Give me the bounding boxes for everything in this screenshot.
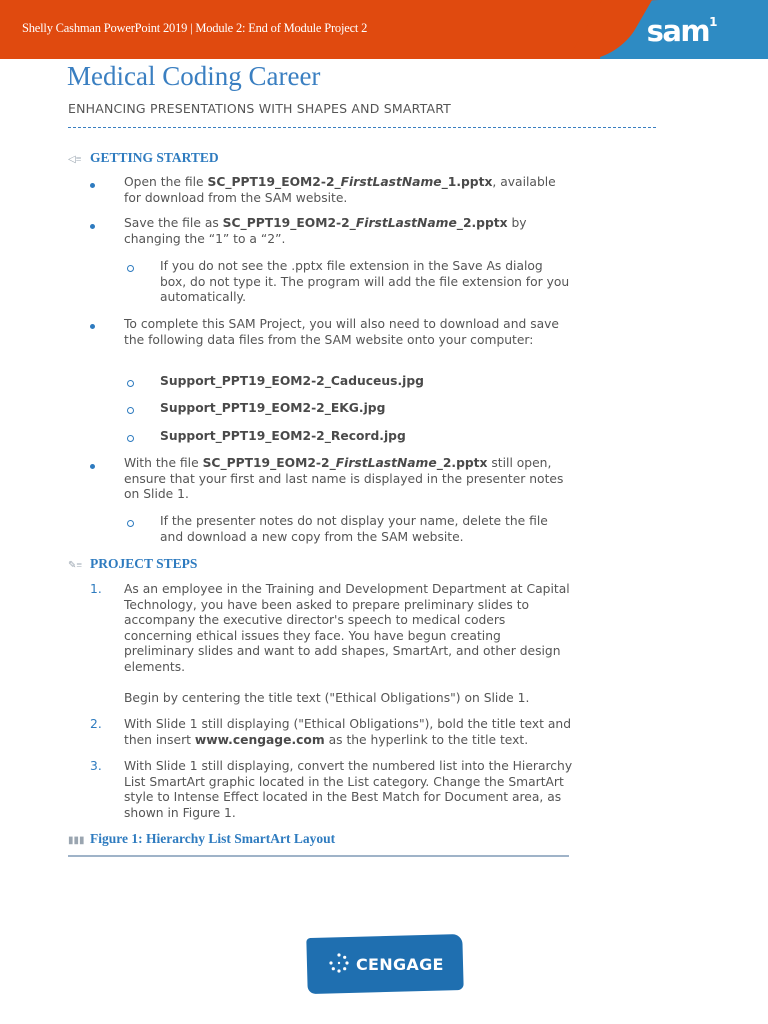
- text-run: With the file: [124, 456, 203, 470]
- file-name-italic: FirstLastName: [355, 216, 457, 230]
- header-title: Shelly Cashman PowerPoint 2019 | Module 2: End of Module Project 2: [22, 21, 368, 35]
- list-item: [124, 216, 564, 247]
- text-run: still open, ensure that your first and last name is displayed in the presenter notes on Slide 1.: [124, 456, 564, 502]
- sub-list-item: If the presenter notes do not display your name, delete the file and download a new copy from the SAM website.: [160, 514, 548, 544]
- sub-list-item: If you do not see the .pptx file extension in the Save As dialog box, do not type it. The program will add the file extension for you automatically.: [160, 259, 570, 305]
- bullet-marker: [90, 464, 95, 469]
- document-subtitle: ENHANCING PRESENTATIONS WITH SHAPES AND SMARTART: [68, 101, 452, 116]
- sub-bullet-marker: [127, 407, 134, 414]
- sub-bullet-marker: [127, 520, 134, 527]
- data-file-name: Support_PPT19_EOM2-2_Record.jpg: [160, 429, 406, 443]
- document-title: Medical Coding Career: [67, 61, 321, 91]
- sub-bullet-marker: [127, 435, 134, 442]
- megaphone-icon: ◁≡: [68, 154, 82, 165]
- file-name-bold: _2.pptx: [436, 456, 488, 470]
- sam-logo: [647, 14, 716, 48]
- figure-rule: [68, 855, 569, 857]
- text-run: With Slide 1 still displaying ("Ethical Obligations"), bold the title text and then insert: [124, 717, 572, 747]
- dashed-divider: [68, 127, 656, 128]
- text-run: Save the file as: [124, 216, 223, 230]
- sub-list-item: [160, 429, 570, 445]
- step-text: With Slide 1 still displaying, convert the numbered list into the Hierarchy List SmartArt graphic located in the List category. Change the SmartArt style to Intense Effect located in the Best Match for Document area, as shown in Figure 1.: [124, 759, 573, 820]
- file-name-italic: FirstLastName: [340, 175, 442, 189]
- figure-caption: [68, 831, 335, 847]
- step-text: As an employee in the Training and Development Department at Capital Technology, you have been asked to prepare preliminary slides to accompany the executive director's speech to medical coders concerning ethical issues they face. You have begun creating preliminary slides and want to add shapes, SmartArt, and other design elements.: [124, 582, 570, 674]
- section-heading-getting-started: [68, 150, 219, 166]
- step-number: 3.: [90, 759, 102, 773]
- steps-icon: ✎≡: [68, 560, 83, 571]
- step-number: 1.: [90, 582, 102, 596]
- cengage-mark-icon: [328, 952, 350, 974]
- sub-bullet-marker: [127, 265, 134, 272]
- sam-logo-text: sam: [646, 14, 710, 48]
- text-run: by changing the “1” to a “2”.: [124, 216, 527, 246]
- header-banner: [0, 0, 768, 59]
- sub-list-item: [160, 374, 570, 390]
- list-item: [124, 456, 564, 503]
- text-run: Open the file: [124, 175, 208, 189]
- file-name-italic: FirstLastName: [335, 456, 437, 470]
- sam-logo-sup: 1: [709, 15, 716, 30]
- text-run: , available for download from the SAM website.: [124, 175, 556, 205]
- step-text: Begin by centering the title text ("Ethical Obligations") on Slide 1.: [124, 691, 530, 705]
- section-heading-text: GETTING STARTED: [90, 150, 219, 165]
- step-text: [124, 717, 574, 748]
- chart-icon: ▮▮▮: [68, 835, 85, 846]
- cengage-logo-text: CENGAGE: [356, 955, 444, 974]
- file-name-bold: SC_PPT19_EOM2-2_: [202, 456, 336, 470]
- hyperlink-url: www.cengage.com: [194, 732, 325, 747]
- file-name-bold: _2.pptx: [456, 216, 508, 230]
- file-name-bold: _1.pptx: [441, 175, 493, 189]
- bullet-marker: [90, 324, 95, 329]
- list-item: [124, 175, 564, 206]
- step-number: 2.: [90, 717, 102, 731]
- sub-list-item: [160, 401, 570, 417]
- data-file-name: Support_PPT19_EOM2-2_Caduceus.jpg: [160, 374, 424, 388]
- section-heading-project-steps: [68, 556, 197, 572]
- list-item: To complete this SAM Project, you will also need to download and save the following data files from the SAM website onto your computer:: [124, 317, 560, 347]
- data-file-name: Support_PPT19_EOM2-2_EKG.jpg: [160, 401, 386, 415]
- text-run: as the hyperlink to the title text.: [324, 732, 529, 747]
- section-heading-text: PROJECT STEPS: [90, 556, 198, 571]
- figure-caption-text: Figure 1: Hierarchy List SmartArt Layout: [90, 831, 336, 846]
- file-name-bold: SC_PPT19_EOM2-2_: [207, 175, 341, 189]
- sub-bullet-marker: [127, 380, 134, 387]
- bullet-marker: [90, 183, 95, 188]
- file-name-bold: SC_PPT19_EOM2-2_: [222, 216, 356, 230]
- bullet-marker: [90, 224, 95, 229]
